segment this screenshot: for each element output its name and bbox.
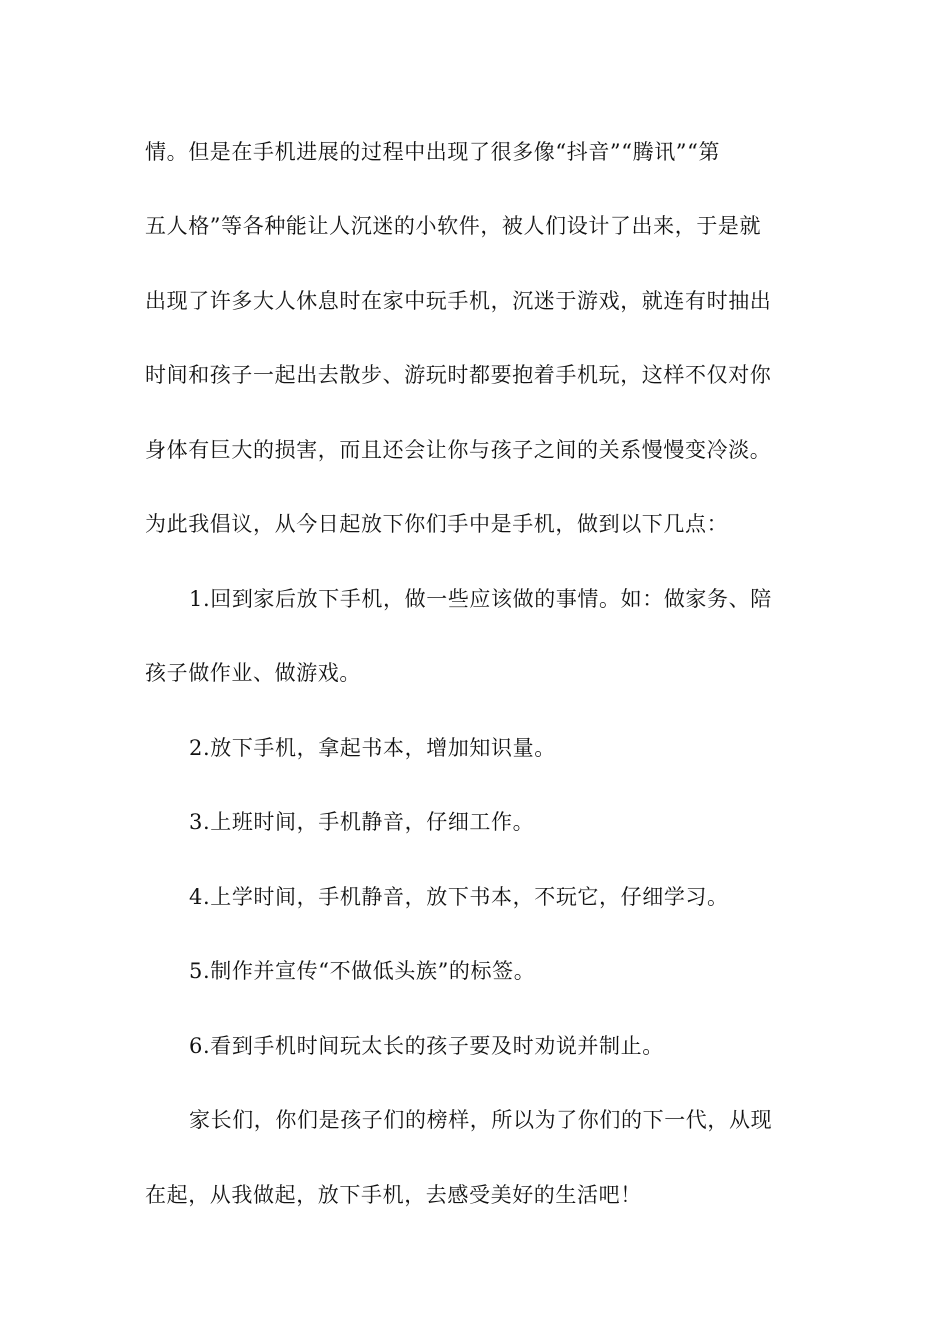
paragraph-line: 出现了许多大人休息时在家中玩手机，沉迷于游戏，就连有时抽出 [145, 289, 772, 313]
paragraph-line: 时间和孩子一起出去散步、游玩时都要抱着手机玩，这样不仅对你 [145, 363, 772, 387]
paragraph-line: 身体有巨大的损害，而且还会让你与孩子之间的关系慢慢变冷淡。 [145, 438, 772, 462]
list-item: 6.看到手机时间玩太长的孩子要及时劝说并制止。 [189, 1034, 664, 1058]
paragraph-line: 情。但是在手机进展的过程中出现了很多像“抖音”“腾讯”“第 [145, 140, 721, 164]
paragraph-line: 家长们，你们是孩子们的榜样，所以为了你们的下一代，从现 [189, 1108, 773, 1132]
list-item: 5.制作并宣传“不做低头族”的标签。 [189, 959, 536, 983]
list-item-continuation: 孩子做作业、做游戏。 [145, 661, 361, 685]
paragraph-line: 为此我倡议，从今日起放下你们手中是手机，做到以下几点： [145, 512, 729, 536]
paragraph-line: 在起，从我做起，放下手机，去感受美好的生活吧！ [145, 1183, 642, 1207]
paragraph-line: 五人格”等各种能让人沉迷的小软件，被人们设计了出来，于是就 [145, 214, 762, 238]
list-item: 2.放下手机，拿起书本，增加知识量。 [189, 736, 556, 760]
list-item: 4.上学时间，手机静音，放下书本，不玩它，仔细学习。 [189, 885, 729, 909]
list-item: 3.上班时间，手机静音，仔细工作。 [189, 810, 535, 834]
list-item: 1.回到家后放下手机，做一些应该做的事情。如：做家务、陪 [189, 587, 772, 611]
